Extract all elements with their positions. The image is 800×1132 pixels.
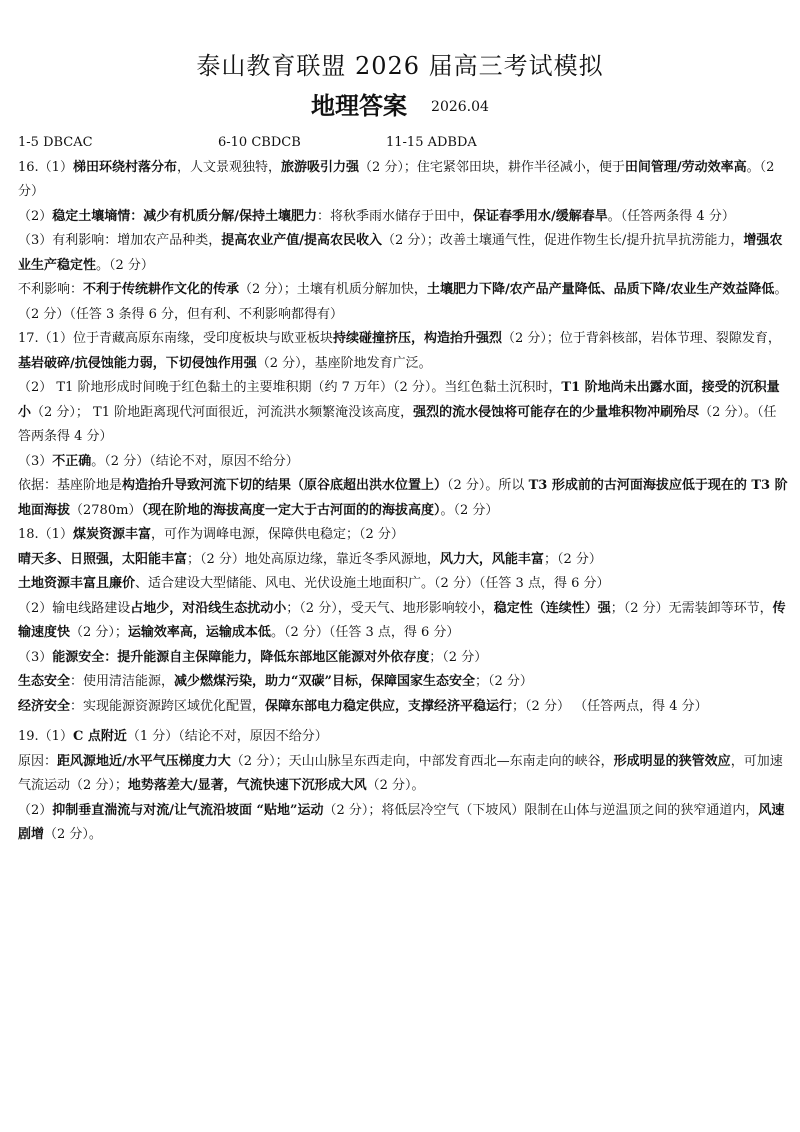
key-point-text: 稳定性（连续性）强 [493, 600, 611, 616]
answer-paragraph [18, 695, 788, 720]
answer-text: 16.（1） [18, 159, 73, 175]
answer-text: （3）有利影响：增加农产品种类， [18, 233, 222, 248]
key-point-text: 梯田环绕村落分布 [72, 159, 177, 175]
answer-text: 。（2 分） [96, 257, 154, 273]
answer-text: ；（2 分）地处高原边缘，靠近冬季风源地， [187, 551, 440, 567]
answer-text: （2 分）；改善土壤通气性，促进作物生长/提升抗旱抗涝能力， [382, 233, 744, 248]
key-point-text: C 点附近 [72, 729, 127, 744]
answer-paragraph [18, 670, 788, 695]
answer-text: 依据：基座阶地是 [18, 478, 123, 493]
key-point-text: 运输效率高，运输成本低 [127, 625, 271, 640]
key-point-text: 经济安全 [18, 698, 71, 714]
answer-text: （2 分）；将低层冷空气（下坡风）限制在山体与逆温顶之间的狭窄通道内， [323, 802, 759, 818]
answer-paragraph [18, 548, 788, 573]
answer-text: 。（2 分） [440, 502, 499, 518]
answer-paragraph [18, 750, 788, 799]
answer-paragraph [18, 799, 788, 848]
answer-text: （2 分）。所以 [447, 478, 529, 493]
answer-text: （2 分）；位于背斜核部，岩体节理、裂隙发育， [501, 331, 781, 346]
answer-paragraph [18, 725, 788, 750]
answer-paragraph [18, 278, 788, 327]
answer-body [18, 131, 788, 848]
answer-paragraph [18, 156, 788, 205]
answer-paragraph [18, 646, 788, 671]
answer-text: （1 分）（结论不对，原因不给分） [126, 729, 328, 744]
key-point-text: 能源安全：提升能源自主保障能力，降低东部地区能源对外依存度 [52, 649, 430, 665]
answer-text: 原因： [18, 753, 58, 769]
key-point-text: 保障东部电力稳定供应，支撑经济平稳运行 [265, 698, 513, 714]
key-point-text: 不正确 [52, 453, 92, 469]
answer-text: ；（2 分）无需装卸等环节， [610, 600, 773, 616]
key-point-text: 减少燃煤污染，助力“双碳”目标，保障国家生态安全 [174, 674, 475, 689]
key-point-text: 传输速度快 [18, 600, 786, 640]
key-point-text: 不利于传统耕作文化的传承 [83, 282, 240, 297]
answer-text: 。（2 分） [18, 159, 775, 199]
answer-paragraph [18, 450, 788, 475]
answer-text: ，可加速气流运动（2 分）； [18, 753, 783, 793]
answer-text: （2 分）。（任答两条得 4 分） [18, 404, 777, 444]
key-point-text: 地势落差大/显著，气流快速下沉形成大风 [127, 778, 367, 793]
answer-text: ：实现能源资源跨区域优化配置， [70, 698, 266, 714]
answer-text: （2 分）； [70, 625, 128, 640]
answer-text: ，可作为调峰电源，保障供电稳定；（2 分） [150, 527, 404, 542]
choice-answers-row [18, 131, 788, 156]
answer-text: （2780m） [70, 502, 142, 518]
answer-paragraph [18, 523, 788, 548]
key-point-text: 提高农业产值/提高农民收入 [221, 233, 383, 248]
key-point-text: 土地资源丰富且廉价 [18, 576, 136, 591]
key-point-text: 距风源地近/水平气压梯度力大 [57, 753, 231, 769]
answer-text: ；（2 分），受天气、地形影响较小， [286, 600, 494, 616]
answer-text: （2 分）；土壤有机质分解加快， [239, 282, 427, 297]
key-point-text: 土壤肥力下降/农产品产量降低、品质下降/农业生产效益降低 [426, 282, 775, 297]
answer-text: 、适合建设大型储能、风电、光伏设施土地面积广。（2 分）（任答 3 点，得 6 分） [135, 576, 610, 591]
answer-text: （3） [18, 649, 53, 665]
answer-text: （2 分）。 [44, 827, 102, 842]
answer-text: 18.（1） [18, 527, 73, 542]
answer-text: 。（任答两条得 4 分） [607, 208, 735, 224]
answer-paragraph [18, 376, 788, 450]
key-point-text: T3 形成前的古河面海拔应低于现在的 T3 阶地面海拔 [18, 478, 788, 518]
key-point-text: 强烈的流水侵蚀将可能存在的少量堆积物冲刷殆尽 [413, 404, 700, 420]
answer-text: （2 分）； T1 阶地距离现代河面很近，河流洪水频繁淹没该高度， [31, 404, 414, 420]
answer-text: ；（2 分） [475, 674, 533, 689]
answer-paragraph [18, 327, 788, 376]
answer-text: 。（2 分）（任答 3 条得 6 分，但有利、不利影响都得有） [18, 282, 788, 322]
key-point-text: 持续碰撞挤压，构造抬升强烈 [332, 331, 502, 346]
key-point-text: 保证春季用水/缓解春旱 [473, 208, 608, 224]
answer-text: ；（2 分） [543, 551, 602, 567]
choice-answers-11-15: 11-15 ADBDA [386, 135, 477, 150]
answer-text: （2） [18, 208, 53, 224]
answer-text: 19.（1） [18, 729, 73, 744]
key-point-text: 生态安全 [18, 674, 71, 689]
answer-text: ，人文景观独特， [176, 159, 281, 175]
answer-text: （2） [18, 802, 53, 818]
answer-text: ：将秋季雨水储存于田中， [317, 208, 474, 224]
answer-paragraphs [18, 156, 788, 848]
document-title: 泰山教育联盟 2026 届高三考试模拟 [196, 52, 604, 80]
answer-text: （2）输电线路建设 [18, 600, 131, 616]
answer-paragraph [18, 229, 788, 278]
exam-date: 2026.04 [431, 99, 489, 115]
answer-text: ：使用清洁能源， [70, 674, 175, 689]
choice-answers-1-5: 1-5 DBCAC [18, 135, 93, 150]
key-point-text: 稳定土壤墒情：减少有机质分解/保持土壤肥力 [52, 208, 318, 224]
answer-text: 。（2 分）（任答 3 点，得 6 分） [270, 625, 460, 640]
answer-paragraph [18, 597, 788, 646]
key-point-text: 占地少，对沿线生态扰动小 [130, 600, 287, 616]
answer-text: （2 分）。 [366, 778, 425, 793]
answer-text: （2 分）；天山山脉呈东西走向，中部发育西北—东南走向的峡谷， [230, 753, 614, 769]
choice-answers-6-10: 6-10 CBDCB [218, 135, 301, 150]
answer-text: （2 分）；住宅紧邻田块，耕作半径减小，便于 [359, 159, 625, 175]
answer-text: 不利影响： [18, 282, 84, 297]
answer-paragraph [18, 474, 788, 523]
answer-text: ；（2 分） [429, 649, 488, 665]
key-point-text: 基岩破碎/抗侵蚀能力弱，下切侵蚀作用强 [18, 355, 257, 371]
key-point-text: 风力大，风能丰富 [439, 551, 544, 567]
key-point-text: 煤炭资源丰富 [72, 527, 151, 542]
key-point-text: T1 阶地尚未出露水面，接受的沉积量小 [18, 380, 780, 420]
answer-text: （3） [18, 453, 53, 469]
key-point-text: （现在阶地的海拔高度一定大于古河面的的海拔高度） [141, 502, 441, 518]
key-point-text: 田间管理/劳动效率高 [624, 159, 747, 175]
key-point-text: 形成明显的狭管效应 [613, 753, 731, 769]
key-point-text: 增强农业生产稳定性 [18, 233, 783, 273]
key-point-text: 构造抬升导致河流下切的结果（原谷底超出洪水位置上） [122, 478, 448, 493]
answer-paragraph [18, 572, 788, 597]
answer-text: 17.（1）位于青藏高原东南缘，受印度板块与欧亚板块 [18, 331, 333, 346]
answer-paragraph [18, 205, 788, 230]
answer-text: 。（2 分）（结论不对，原因不给分） [91, 453, 299, 469]
key-point-text: 旅游吸引力强 [280, 159, 359, 175]
key-point-text: 晴天多、日照强，太阳能丰富 [18, 551, 188, 567]
document-subtitle [0, 86, 800, 121]
answer-text: （2 分），基座阶地发育广泛。 [256, 355, 432, 371]
key-point-text: 风速剧增 [18, 802, 785, 842]
subject-heading: 地理答案 [311, 91, 408, 120]
key-point-text: 抑制垂直湍流与对流/让气流沿坡面 “贴地”运动 [52, 802, 324, 818]
answer-text: ；（2 分） （任答两点，得 4 分） [512, 698, 708, 714]
answer-text: （2） T1 阶地形成时间晚于红色黏土的主要堆积期（约 7 万年）（2 分）。当红色黏土沉积时， [18, 380, 562, 395]
